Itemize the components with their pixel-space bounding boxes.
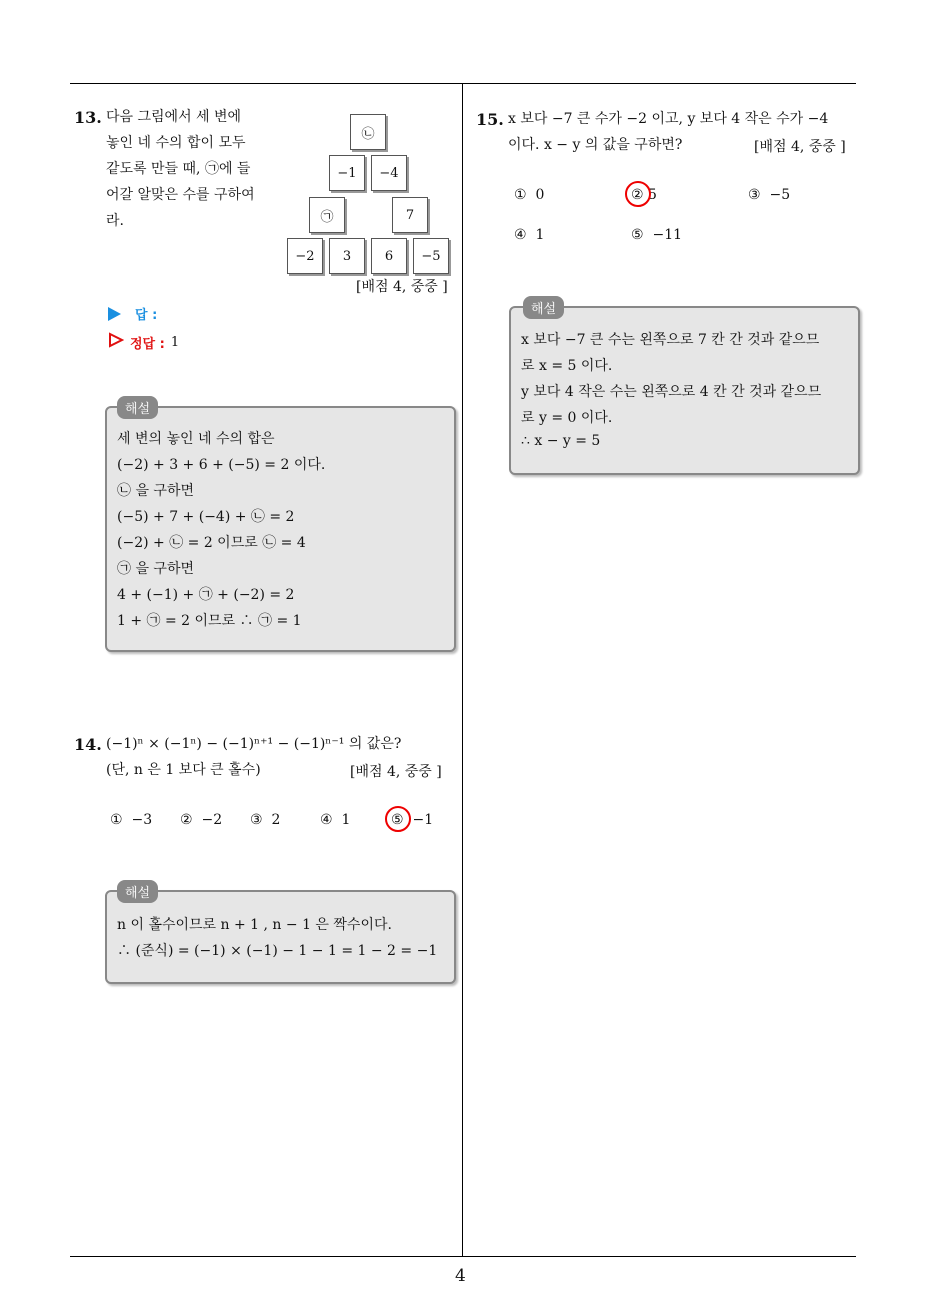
correct-value: 1 [170,334,180,350]
q13-expl-line: 1 + ㉠ = 2 이므로 ∴ ㉠ = 1 [117,613,302,629]
q14-number: 14. [74,735,102,754]
q13-expl-line: (−5) + 7 + (−4) + ㉡ = 2 [117,509,295,525]
q13-text-line: 어갈 알맞은 수를 구하여 [106,187,255,203]
q13-expl-line: (−2) + ㉡ = 2 이므로 ㉡ = 4 [117,535,306,551]
q15-choice-5[interactable]: ⑤ −11 [631,227,683,243]
q13-expl-line: (−2) + 3 + 6 + (−5) = 2 이다. [117,457,326,473]
q15-choice-1[interactable]: ① 0 [514,187,545,203]
q15-explanation-tag: 해설 [523,296,564,319]
q13-text [106,104,276,234]
q14-choice-4[interactable]: ④ 1 [320,812,351,828]
fig-cell: 3 [329,238,365,274]
q14-line2: (단, n 은 1 보다 큰 홀수) [106,762,261,778]
q15-line2: 이다. x − y 의 값을 구하면? [508,137,683,153]
q13-expl-line: ㉡ 을 구하면 [117,483,194,499]
q14-score: [배점 4, 중중 ] [350,764,442,780]
q13-answer-row [108,304,157,323]
q13-text-line: 같도록 만들 때, ㉠에 들 [106,161,251,177]
fig-cell: 6 [371,238,407,274]
q14-expl-line: ∴ (준식) = (−1) × (−1) − 1 − 1 = 1 − 2 = −1 [117,943,438,959]
fig-cell: ㉠ [309,197,345,233]
fig-cell-top: ㉡ [350,114,386,150]
q15-choice-3[interactable]: ③ −5 [748,187,791,203]
fig-cell: −2 [287,238,323,274]
play-arrow-icon [108,307,121,321]
q13-text-line: 놓인 네 수의 합이 모두 [106,135,246,151]
page-number: 4 [455,1266,466,1286]
q14-line1: (−1)ⁿ × (−1ⁿ) − (−1)ⁿ⁺¹ − (−1)ⁿ⁻¹ 의 값은? [106,736,402,752]
bottom-rule [70,1256,856,1257]
q15-answer-mark-icon [625,181,651,207]
q15-line1: x 보다 −7 큰 수가 −2 이고, y 보다 4 작은 수가 −4 [508,111,829,127]
q13-expl-line: 4 + (−1) + ㉠ + (−2) = 2 [117,587,295,603]
fig-cell: −4 [371,155,407,191]
q13-score: [배점 4, 중중 ] [356,279,448,295]
q14-explanation-box [105,890,456,984]
top-rule [70,83,856,84]
q14-choice-2[interactable]: ② −2 [180,812,223,828]
q13-number: 13. [74,108,102,127]
fig-cell: 7 [392,197,428,233]
q15-expl-line: x 보다 −7 큰 수는 왼쪽으로 7 칸 간 것과 같으므 [521,332,820,348]
q15-choice-2[interactable]: ② 5 [631,187,657,203]
q13-text-line: 라. [106,213,124,229]
q15-expl-line: ∴ x − y = 5 [521,433,601,449]
q13-correct-row [108,332,179,352]
outline-arrow-icon [108,332,124,352]
q15-choice-4[interactable]: ④ 1 [514,227,545,243]
q15-number: 15. [476,110,504,129]
q15-score: [배점 4, 중중 ] [754,139,846,155]
q13-expl-line: ㉠ 을 구하면 [117,561,194,577]
q14-expl-line: n 이 홀수이므로 n + 1 , n − 1 은 짝수이다. [117,917,392,933]
q13-text-line: 다음 그림에서 세 변에 [106,109,242,125]
q15-expl-line: 로 y = 0 이다. [521,410,613,426]
q13-explanation-tag: 해설 [117,396,158,419]
q13-expl-line: 세 변의 놓인 네 수의 합은 [117,431,275,447]
q14-choice-1[interactable]: ① −3 [110,812,153,828]
q15-expl-line: y 보다 4 작은 수는 왼쪽으로 4 칸 간 것과 같으므 [521,384,822,400]
correct-label: 정답 : [130,336,165,352]
fig-cell: −1 [329,155,365,191]
fig-cell: −5 [413,238,449,274]
q14-answer-mark-icon [385,806,411,832]
q14-choice-5[interactable]: ⑤ −1 [391,812,434,828]
q14-explanation-tag: 해설 [117,880,158,903]
q14-choice-3[interactable]: ③ 2 [250,812,281,828]
q15-expl-line: 로 x = 5 이다. [521,358,613,374]
answer-label: 답 : [135,308,158,323]
column-divider [462,83,463,1257]
